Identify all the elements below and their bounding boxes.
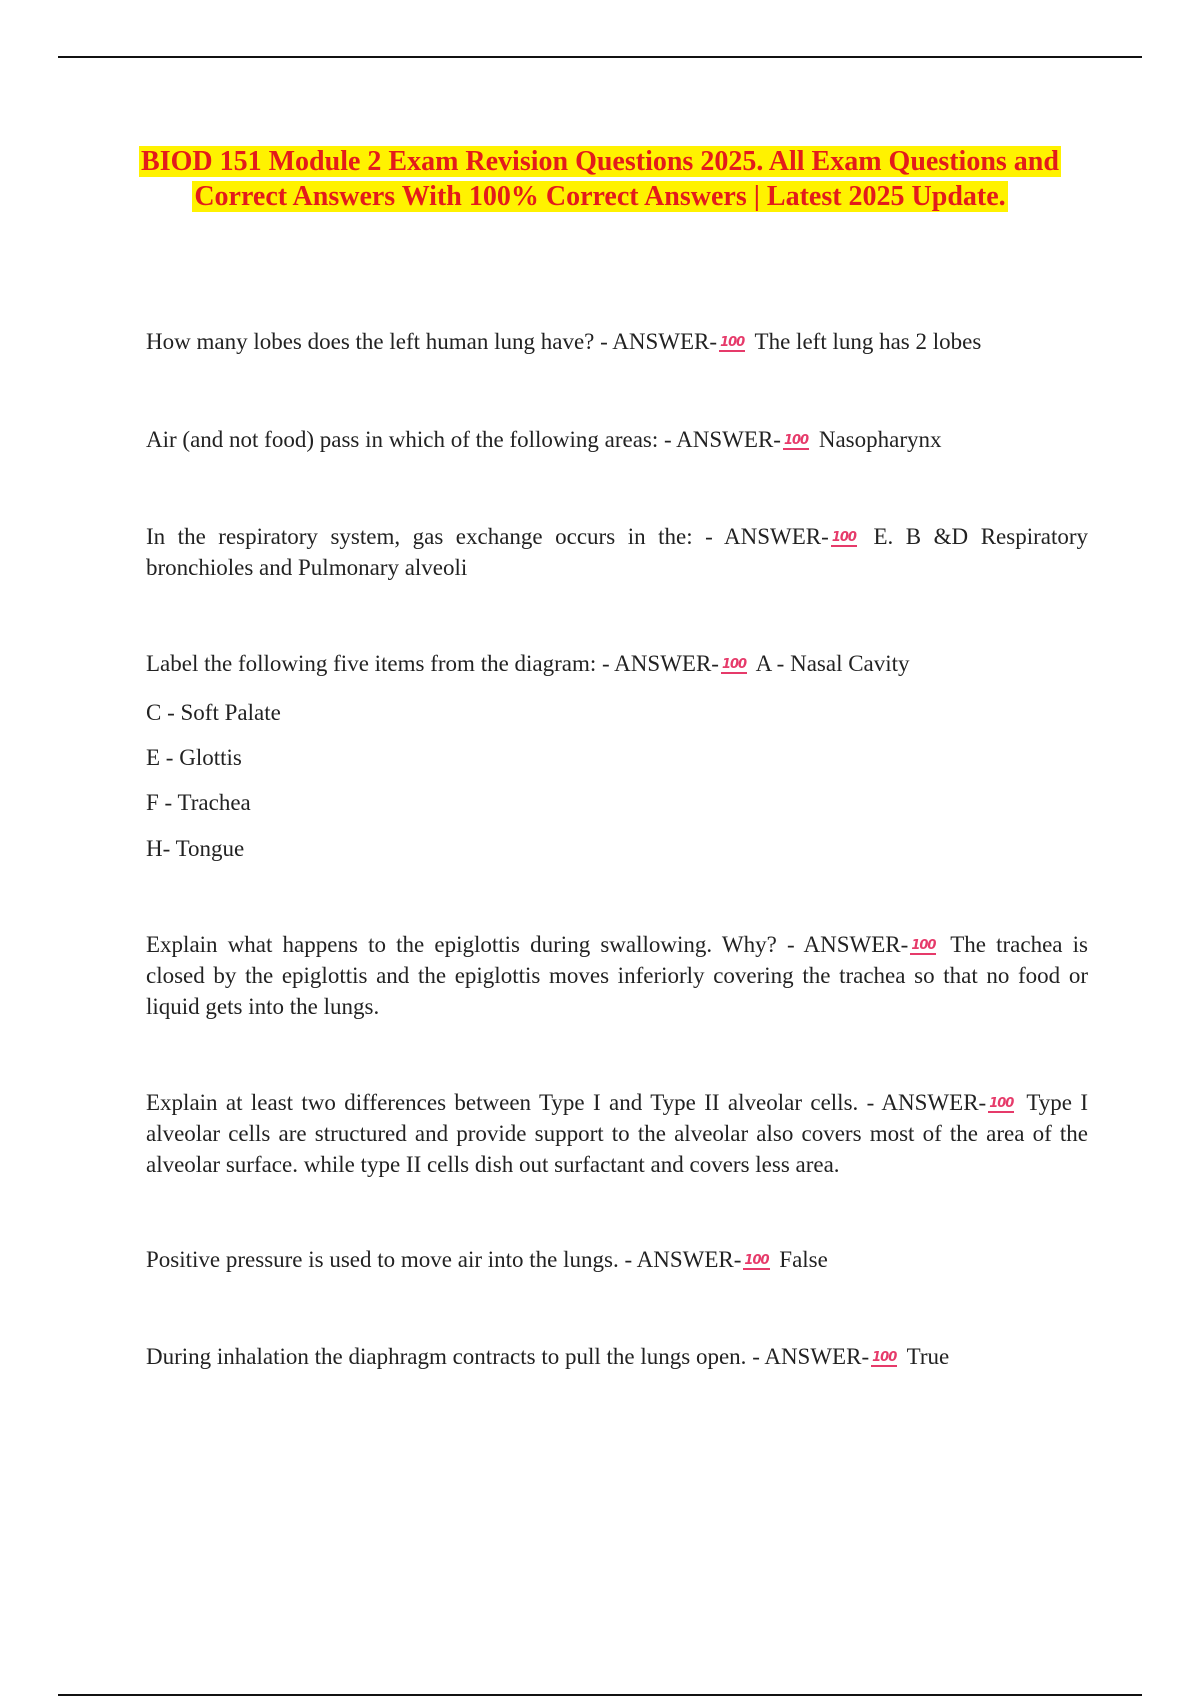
hundred-points-icon: 100 [872, 1350, 897, 1365]
answer-text: The left lung has 2 lobes [754, 329, 982, 354]
answer-marker: - ANSWER- [786, 932, 909, 957]
document-title [58, 144, 1142, 214]
answer-text: Type I alveolar cells are structured and provide support to the alveolar also covers most of the area of the alveolar surface. while type II cells dish out surfactant and covers less area. [146, 1090, 1088, 1177]
qa-item-7 [146, 1244, 1088, 1275]
answer-text: False [779, 1247, 828, 1272]
list-item: C - Soft Palate [146, 700, 281, 725]
label-line-c [146, 697, 1088, 728]
hundred-points-icon: 100 [989, 1096, 1014, 1111]
question-text: Positive pressure is used to move air into the lungs. [146, 1247, 619, 1272]
list-item: F - Trachea [146, 790, 251, 815]
answer-marker: - ANSWER- [664, 427, 781, 452]
bottom-rule [58, 1694, 1142, 1696]
question-text: Air (and not food) pass in which of the following areas: [146, 427, 659, 452]
qa-item-1 [146, 326, 1088, 357]
qa-item-3 [146, 521, 1088, 583]
qa-item-5 [146, 929, 1088, 1022]
list-item: H- Tongue [146, 836, 245, 861]
answer-text: The trachea is closed by the epiglottis and the epiglottis moves inferiorly covering the trachea so that no food or liquid gets into the lungs. [146, 932, 1088, 1019]
question-text: How many lobes does the left human lung have? [146, 329, 595, 354]
qa-item-6 [146, 1087, 1088, 1180]
answer-text: A - Nasal Cavity [755, 651, 910, 676]
qa-item-2 [146, 424, 1088, 455]
answer-marker: - ANSWER- [602, 651, 719, 676]
hundred-points-icon: 100 [911, 938, 936, 953]
answer-marker: - ANSWER- [624, 1247, 742, 1272]
qa-item-4 [146, 648, 1088, 679]
question-text: Explain at least two differences between Type I and Type II alveolar cells. [146, 1090, 859, 1115]
answer-text: True [906, 1344, 950, 1369]
label-line-h [146, 833, 1088, 864]
answer-marker: - ANSWER- [600, 329, 718, 354]
title-line-2: Correct Answers With 100% Correct Answers | Latest 2025 Update. [194, 181, 1006, 212]
question-text: Explain what happens to the epiglottis during swallowing. Why? [146, 932, 777, 957]
hundred-points-icon: 100 [720, 335, 745, 350]
top-rule [58, 56, 1142, 58]
hundred-points-icon: 100 [721, 657, 747, 672]
list-item: E - Glottis [146, 745, 242, 770]
question-text: Label the following five items from the diagram: [146, 651, 597, 676]
qa-item-8 [146, 1341, 1088, 1372]
answer-marker: - ANSWER- [705, 524, 829, 549]
answer-marker: - ANSWER- [752, 1344, 870, 1369]
hundred-points-icon: 100 [744, 1253, 769, 1268]
hundred-points-icon: 100 [831, 530, 856, 545]
label-line-e [146, 742, 1088, 773]
answer-marker: - ANSWER- [866, 1090, 987, 1115]
title-line-1: BIOD 151 Module 2 Exam Revision Questions 2025. All Exam Questions and [141, 146, 1059, 177]
question-text: During inhalation the diaphragm contracts to pull the lungs open. [146, 1344, 747, 1369]
answer-text: Nasopharynx [818, 427, 942, 452]
question-text: In the respiratory system, gas exchange occurs in the: [146, 524, 693, 549]
hundred-points-icon: 100 [783, 433, 809, 448]
label-line-f [146, 787, 1088, 818]
answer-text: E. B &D Respiratory bronchioles and Pulmonary alveoli [146, 524, 1088, 580]
